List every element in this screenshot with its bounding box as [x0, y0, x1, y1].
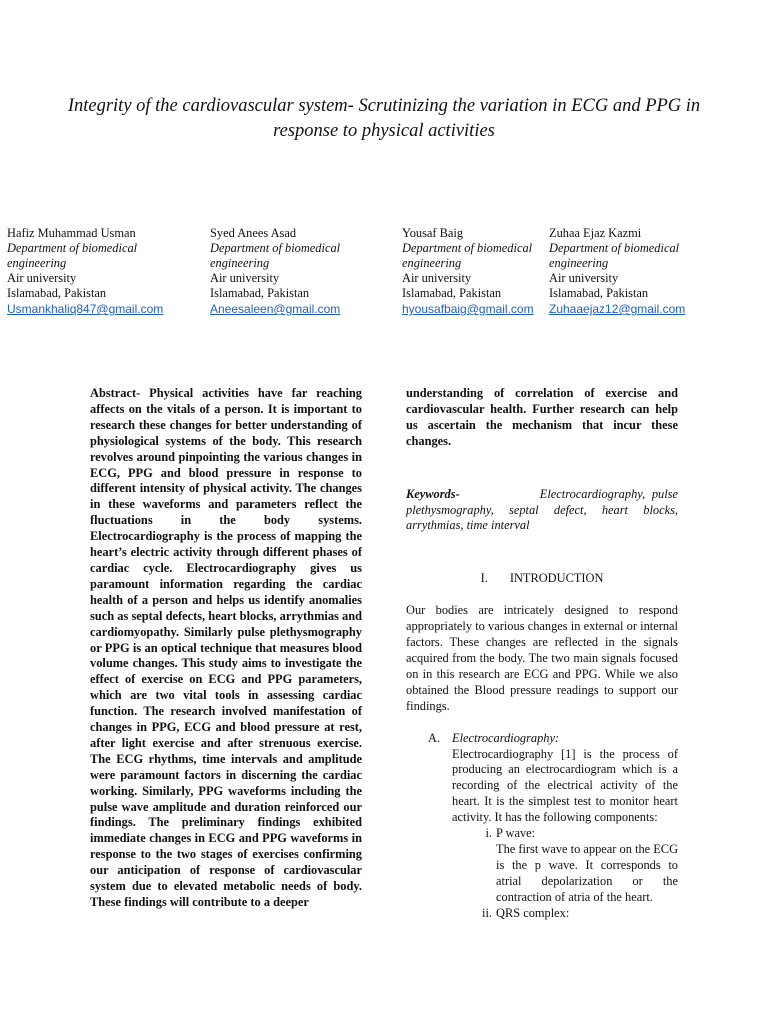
author-name: Syed Anees Asad [210, 226, 297, 240]
subsection-letter: A. [428, 730, 441, 745]
author-block-3 [402, 226, 552, 317]
author-block-4 [549, 226, 699, 317]
author-university: Air university [210, 271, 280, 285]
subsection-body: Electrocardiography [1] is the process of producing an electrocardiogram which is a recording of the electrical activity of the heart. It is the simplest test to monitor heart activity. It has the following components: [452, 746, 678, 825]
paper-title: Integrity of the cardiovascular system- Scrutinizing the variation in ECG and PPG in response to physical activities [67, 96, 701, 141]
keywords-text: Electrocardiography, pulse plethysmography, septal defect, heart blocks, arrythmias, time interval [406, 486, 679, 533]
author-university: Air university [7, 271, 77, 285]
author-name: Hafiz Muhammad Usman [7, 226, 136, 240]
keywords-label: Keywords- [406, 486, 460, 501]
list-numeral: i. [485, 826, 492, 841]
intro-paragraph: Our bodies are intricately designed to respond appropriately to various changes in external or internal factors. These changes are reflected in the signals acquired from the body. The two main signals focused on in this research are ECG and PPG. While we also obtained the Blood pressure readings to support our findings. [406, 603, 678, 713]
author-department: Department of biomedical engineering [210, 241, 341, 270]
author-block-1 [7, 226, 164, 317]
author-email-link[interactable]: Zuhaaejaz12@gmail.com [549, 302, 686, 316]
author-email-link[interactable]: Usmankhaliq847@gmail.com [7, 302, 164, 316]
abstract-text: Abstract- Physical activities have far reaching affects on the vitals of a person. It is important to research these changes for better understanding of physiological systems of the body. This research revolves around pinpointing the various changes in ECG, PPG and blood pressure in response to different intensity of physical activity. The changes in these waveforms and parameters reflect the fluctuations in the body systems. Electrocardiography is the process of mapping the heart’s electric activity through different phases of cardiac cycle. Electrocardiography gives us paramount information regarding the cardiac health of a person and helps us identify anomalies such as septal defects, heart blocks, arrythmias and cardiomyopathy. Similarly pulse plethysmography or PPG is an optical technique that measures blood volume changes. This study aims to investigate the effect of exercise on ECG and PPG parameters, which are two vital tools in assessing cardiac function. The research involved manifestation of changes in PPG, ECG and blood pressure at rest, after light exercise and after strenuous exercise. The ECG rhythms, time intervals and amplitude were paramount factors in discerning the cardiac working. Similarly, PPG waveforms including the pulse wave amplitude and duration reinforced our findings. The preliminary findings exhibited immediate changes in ECG and PPG waveforms in response to the two stages of exercises confirming our anticipation of response of cardiovascular system due to elevated metabolic needs of body. These findings will contribute to a deeper [90, 386, 362, 909]
list-item-p-wave [485, 826, 678, 842]
right-column [406, 386, 678, 921]
author-city: Islamabad, Pakistan [210, 286, 310, 300]
list-numeral: ii. [482, 905, 492, 920]
author-department: Department of biomedical engineering [7, 241, 138, 270]
author-name: Yousaf Baig [402, 226, 464, 240]
section-title: INTRODUCTION [509, 571, 604, 586]
author-department: Department of biomedical engineering [549, 241, 680, 270]
keywords [406, 487, 678, 535]
author-city: Islamabad, Pakistan [549, 286, 649, 300]
author-email-link[interactable]: Aneesaleen@gmail.com [210, 302, 341, 316]
author-name: Zuhaa Ejaz Kazmi [549, 226, 642, 240]
list-item-qrs-complex [482, 905, 678, 922]
author-university: Air university [549, 271, 619, 285]
subsection-title: Electrocardiography: [452, 730, 560, 745]
author-block-2 [210, 226, 360, 317]
author-university: Air university [402, 271, 472, 285]
author-department: Department of biomedical engineering [402, 241, 533, 270]
author-city: Islamabad, Pakistan [402, 286, 502, 300]
abstract-continuation: understanding of correlation of exercise and cardiovascular health. Further research can help us ascertain the mechanism that incur these changes. [406, 386, 678, 448]
subsection-heading-ecg [406, 731, 678, 747]
left-column [90, 386, 362, 911]
author-email-link[interactable]: hyousafbaig@gmail.com [402, 302, 534, 316]
list-item-label: QRS complex: [496, 905, 570, 920]
section-number: I. [480, 571, 488, 586]
list-item-label: P wave: [496, 826, 536, 841]
author-city: Islamabad, Pakistan [7, 286, 107, 300]
section-heading-introduction [406, 571, 678, 587]
list-item-body: The first wave to appear on the ECG is the p wave. It corresponds to atrial depolarization or the contraction of atria of the heart. [496, 841, 679, 904]
